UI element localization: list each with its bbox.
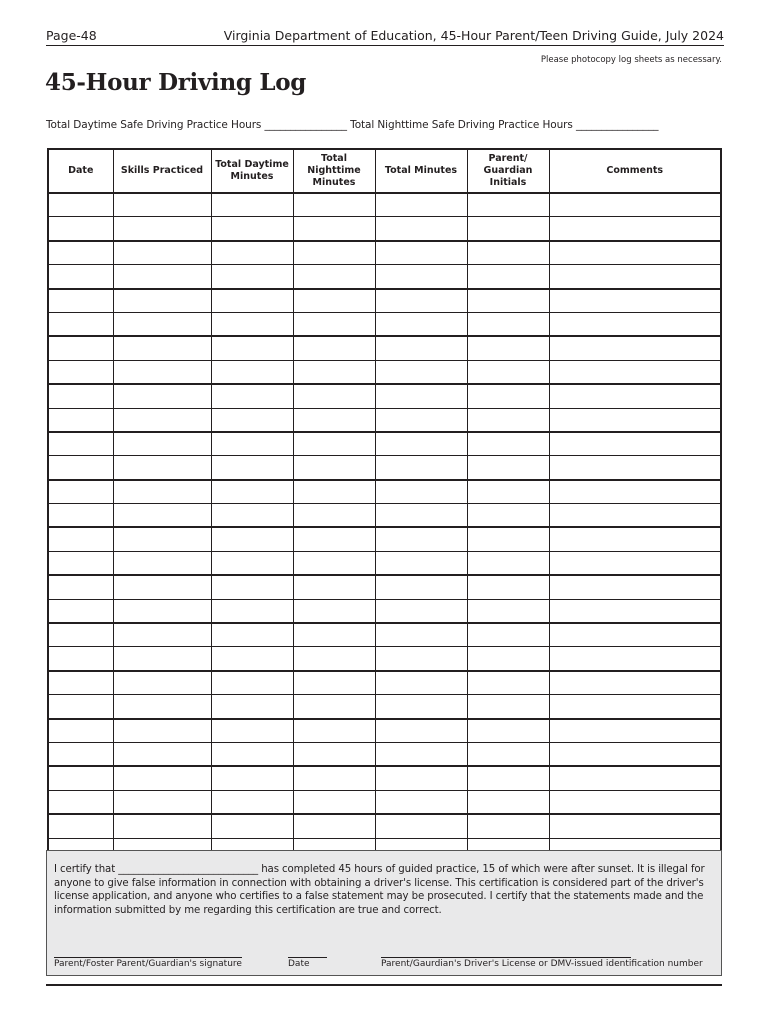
log-cell[interactable]	[211, 217, 293, 241]
log-cell[interactable]	[113, 456, 211, 480]
log-cell[interactable]	[48, 790, 113, 814]
log-cell[interactable]	[48, 671, 113, 695]
log-cell[interactable]	[549, 766, 721, 790]
log-cell[interactable]	[375, 193, 467, 217]
log-cell[interactable]	[549, 193, 721, 217]
log-cell[interactable]	[48, 647, 113, 671]
col-header-skills: Skills Practiced	[113, 149, 211, 193]
log-cell[interactable]	[549, 647, 721, 671]
log-cell[interactable]	[211, 408, 293, 432]
col-header-nighttime-minutes: Total Nighttime Minutes	[293, 149, 375, 193]
log-cell[interactable]	[211, 360, 293, 384]
col-header-date: Date	[48, 149, 113, 193]
log-cell[interactable]	[467, 695, 549, 719]
table-row	[48, 432, 721, 456]
log-cell[interactable]	[48, 504, 113, 528]
log-cell[interactable]	[211, 671, 293, 695]
log-cell[interactable]	[211, 504, 293, 528]
table-row	[48, 241, 721, 265]
log-cell[interactable]	[293, 408, 375, 432]
table-header-row	[48, 149, 721, 193]
log-cell[interactable]	[48, 599, 113, 623]
log-cell[interactable]	[467, 360, 549, 384]
log-cell[interactable]	[211, 766, 293, 790]
log-cell[interactable]	[375, 623, 467, 647]
table-row	[48, 289, 721, 313]
signature-line[interactable]	[54, 957, 242, 958]
log-cell[interactable]	[467, 527, 549, 551]
log-cell[interactable]	[375, 527, 467, 551]
log-cell[interactable]	[293, 360, 375, 384]
log-cell[interactable]	[211, 336, 293, 360]
table-row	[48, 336, 721, 360]
log-cell[interactable]	[549, 456, 721, 480]
log-cell[interactable]	[549, 790, 721, 814]
log-cell[interactable]	[293, 504, 375, 528]
log-cell[interactable]	[113, 432, 211, 456]
table-body	[48, 193, 721, 862]
log-cell[interactable]	[467, 312, 549, 336]
log-cell[interactable]	[549, 408, 721, 432]
log-cell[interactable]	[375, 432, 467, 456]
log-cell[interactable]	[48, 742, 113, 766]
log-cell[interactable]	[293, 265, 375, 289]
log-cell[interactable]	[467, 742, 549, 766]
table-row	[48, 193, 721, 217]
footer-rule	[46, 984, 722, 986]
table-row	[48, 599, 721, 623]
log-cell[interactable]	[549, 623, 721, 647]
log-cell[interactable]	[375, 599, 467, 623]
log-cell[interactable]	[293, 241, 375, 265]
log-cell[interactable]	[293, 336, 375, 360]
log-cell[interactable]	[48, 360, 113, 384]
log-cell[interactable]	[293, 456, 375, 480]
log-cell[interactable]	[113, 790, 211, 814]
log-cell[interactable]	[549, 241, 721, 265]
log-cell[interactable]	[549, 719, 721, 743]
log-cell[interactable]	[549, 551, 721, 575]
log-cell[interactable]	[375, 265, 467, 289]
log-cell[interactable]	[113, 742, 211, 766]
log-cell[interactable]	[211, 623, 293, 647]
log-cell[interactable]	[375, 241, 467, 265]
log-cell[interactable]	[293, 623, 375, 647]
log-cell[interactable]	[211, 575, 293, 599]
log-cell[interactable]	[211, 647, 293, 671]
table-row	[48, 480, 721, 504]
log-cell[interactable]	[375, 456, 467, 480]
log-cell[interactable]	[375, 336, 467, 360]
table-row	[48, 695, 721, 719]
table-row	[48, 384, 721, 408]
log-cell[interactable]	[375, 719, 467, 743]
log-cell[interactable]	[549, 814, 721, 838]
log-cell[interactable]	[293, 575, 375, 599]
certification-box	[46, 850, 722, 976]
log-cell[interactable]	[48, 336, 113, 360]
log-cell[interactable]	[375, 814, 467, 838]
photocopy-note: Please photocopy log sheets as necessary.	[540, 55, 722, 65]
log-cell[interactable]	[549, 575, 721, 599]
log-cell[interactable]	[467, 289, 549, 313]
log-cell[interactable]	[467, 456, 549, 480]
log-cell[interactable]	[48, 217, 113, 241]
log-cell[interactable]	[211, 742, 293, 766]
log-cell[interactable]	[467, 575, 549, 599]
log-cell[interactable]	[375, 766, 467, 790]
log-cell[interactable]	[211, 480, 293, 504]
log-cell[interactable]	[48, 575, 113, 599]
table-row	[48, 742, 721, 766]
signature-label: Parent/Foster Parent/Guardian's signature	[54, 959, 242, 969]
col-header-comments: Comments	[549, 149, 721, 193]
log-cell[interactable]	[375, 695, 467, 719]
log-cell[interactable]	[375, 504, 467, 528]
log-cell[interactable]	[48, 695, 113, 719]
log-cell[interactable]	[211, 551, 293, 575]
log-cell[interactable]	[467, 814, 549, 838]
log-cell[interactable]	[293, 480, 375, 504]
log-cell[interactable]	[467, 408, 549, 432]
log-cell[interactable]	[113, 719, 211, 743]
log-cell[interactable]	[211, 790, 293, 814]
log-cell[interactable]	[48, 241, 113, 265]
log-cell[interactable]	[113, 312, 211, 336]
table-row	[48, 408, 721, 432]
log-cell[interactable]	[375, 360, 467, 384]
log-cell[interactable]	[293, 527, 375, 551]
log-cell[interactable]	[549, 671, 721, 695]
log-cell[interactable]	[211, 432, 293, 456]
table-row	[48, 671, 721, 695]
log-cell[interactable]	[48, 265, 113, 289]
log-cell[interactable]	[549, 504, 721, 528]
table-row	[48, 504, 721, 528]
log-cell[interactable]	[48, 719, 113, 743]
log-cell[interactable]	[375, 312, 467, 336]
log-cell[interactable]	[375, 575, 467, 599]
log-cell[interactable]	[48, 623, 113, 647]
log-cell[interactable]	[113, 384, 211, 408]
log-cell[interactable]	[467, 599, 549, 623]
table-row	[48, 527, 721, 551]
table-row	[48, 312, 721, 336]
log-cell[interactable]	[375, 217, 467, 241]
log-cell[interactable]	[549, 527, 721, 551]
log-cell[interactable]	[113, 504, 211, 528]
log-cell[interactable]	[375, 551, 467, 575]
log-cell[interactable]	[293, 599, 375, 623]
log-cell[interactable]	[375, 671, 467, 695]
log-cell[interactable]	[375, 480, 467, 504]
page-header	[46, 27, 724, 46]
log-cell[interactable]	[467, 217, 549, 241]
log-cell[interactable]	[467, 790, 549, 814]
certification-text: I certify that ____________________________ has completed 45 hours of guided practice, 15 of which were after sunset. It is illegal for anyone to give false information in connection with obtaining a driver's license. This certification is considered part of the driver's license application, and anyone who certifies to a false statement may be prosecuted. I certify that the statements made and the information submitted by me regarding this certification are true and correct.	[54, 864, 705, 916]
log-cell[interactable]	[48, 527, 113, 551]
col-header-daytime-minutes: Total Daytime Minutes	[211, 149, 293, 193]
log-cell[interactable]	[293, 719, 375, 743]
log-cell[interactable]	[48, 766, 113, 790]
log-cell[interactable]	[467, 384, 549, 408]
table-row	[48, 456, 721, 480]
log-cell[interactable]	[113, 623, 211, 647]
log-cell[interactable]	[48, 289, 113, 313]
date-label: Date	[288, 959, 310, 969]
log-cell[interactable]	[113, 480, 211, 504]
log-cell[interactable]	[113, 360, 211, 384]
log-cell[interactable]	[113, 408, 211, 432]
log-cell[interactable]	[211, 312, 293, 336]
log-cell[interactable]	[549, 360, 721, 384]
log-cell[interactable]	[48, 456, 113, 480]
log-cell[interactable]	[113, 575, 211, 599]
log-cell[interactable]	[48, 408, 113, 432]
log-cell[interactable]	[467, 241, 549, 265]
table-row	[48, 551, 721, 575]
log-cell[interactable]	[467, 193, 549, 217]
log-cell[interactable]	[211, 599, 293, 623]
log-cell[interactable]	[113, 217, 211, 241]
page-number: Page-48	[46, 28, 97, 43]
log-cell[interactable]	[48, 551, 113, 575]
log-cell[interactable]	[211, 193, 293, 217]
log-cell[interactable]	[293, 814, 375, 838]
table-row	[48, 766, 721, 790]
log-cell[interactable]	[549, 217, 721, 241]
log-cell[interactable]	[211, 695, 293, 719]
log-cell[interactable]	[211, 289, 293, 313]
log-cell[interactable]	[375, 742, 467, 766]
col-header-initials: Parent/ Guardian Initials	[467, 149, 549, 193]
log-cell[interactable]	[375, 790, 467, 814]
log-cell[interactable]	[113, 289, 211, 313]
log-cell[interactable]	[467, 480, 549, 504]
log-cell[interactable]	[467, 504, 549, 528]
table-row	[48, 790, 721, 814]
log-cell[interactable]	[48, 814, 113, 838]
log-cell[interactable]	[48, 384, 113, 408]
log-cell[interactable]	[293, 312, 375, 336]
log-cell[interactable]	[467, 671, 549, 695]
page-title: 45-Hour Driving Log	[45, 69, 307, 96]
table-row	[48, 575, 721, 599]
log-cell[interactable]	[211, 456, 293, 480]
guide-title: Virginia Department of Education, 45-Hour Parent/Teen Driving Guide, July 2024	[223, 28, 724, 43]
log-cell[interactable]	[211, 814, 293, 838]
log-cell[interactable]	[48, 480, 113, 504]
log-cell[interactable]	[211, 265, 293, 289]
log-cell[interactable]	[549, 432, 721, 456]
log-cell[interactable]	[549, 312, 721, 336]
license-number-line[interactable]	[381, 957, 631, 958]
log-cell[interactable]	[113, 241, 211, 265]
log-cell[interactable]	[549, 384, 721, 408]
log-cell[interactable]	[375, 384, 467, 408]
table-row	[48, 265, 721, 289]
table-row	[48, 814, 721, 838]
log-cell[interactable]	[293, 384, 375, 408]
log-cell[interactable]	[467, 336, 549, 360]
log-cell[interactable]	[113, 527, 211, 551]
log-cell[interactable]	[293, 193, 375, 217]
col-header-total-minutes: Total Minutes	[375, 149, 467, 193]
log-cell[interactable]	[467, 719, 549, 743]
log-cell[interactable]	[467, 647, 549, 671]
license-number-label: Parent/Gaurdian's Driver's License or DMV-issued identification number	[381, 959, 703, 969]
log-cell[interactable]	[549, 480, 721, 504]
log-cell[interactable]	[549, 695, 721, 719]
driving-log-table	[47, 148, 722, 863]
table-row	[48, 647, 721, 671]
log-cell[interactable]	[467, 623, 549, 647]
log-cell[interactable]	[549, 265, 721, 289]
log-cell[interactable]	[113, 647, 211, 671]
table-row	[48, 360, 721, 384]
table-row	[48, 217, 721, 241]
log-cell[interactable]	[549, 742, 721, 766]
log-cell[interactable]	[113, 193, 211, 217]
totals-line: Total Daytime Safe Driving Practice Hours ________________ Total Nighttime Safe Driving Practice Hours ________________	[46, 119, 659, 131]
log-cell[interactable]	[293, 671, 375, 695]
log-cell[interactable]	[293, 695, 375, 719]
log-cell[interactable]	[293, 551, 375, 575]
log-cell[interactable]	[549, 336, 721, 360]
log-cell[interactable]	[293, 289, 375, 313]
log-cell[interactable]	[48, 432, 113, 456]
log-cell[interactable]	[113, 265, 211, 289]
log-cell[interactable]	[48, 312, 113, 336]
log-cell[interactable]	[467, 766, 549, 790]
log-cell[interactable]	[375, 408, 467, 432]
log-cell[interactable]	[113, 599, 211, 623]
log-cell[interactable]	[293, 766, 375, 790]
log-cell[interactable]	[293, 217, 375, 241]
log-cell[interactable]	[211, 241, 293, 265]
log-cell[interactable]	[467, 551, 549, 575]
table-row	[48, 719, 721, 743]
log-cell[interactable]	[293, 790, 375, 814]
log-cell[interactable]	[113, 766, 211, 790]
log-cell[interactable]	[113, 695, 211, 719]
log-cell[interactable]	[375, 289, 467, 313]
date-line[interactable]	[288, 957, 327, 958]
log-cell[interactable]	[375, 647, 467, 671]
log-cell[interactable]	[549, 599, 721, 623]
log-cell[interactable]	[549, 289, 721, 313]
table-row	[48, 623, 721, 647]
log-cell[interactable]	[211, 719, 293, 743]
log-cell[interactable]	[293, 742, 375, 766]
log-cell[interactable]	[211, 384, 293, 408]
log-cell[interactable]	[113, 551, 211, 575]
log-cell[interactable]	[113, 336, 211, 360]
log-cell[interactable]	[113, 671, 211, 695]
log-cell[interactable]	[467, 432, 549, 456]
log-cell[interactable]	[48, 193, 113, 217]
log-cell[interactable]	[467, 265, 549, 289]
log-cell[interactable]	[293, 432, 375, 456]
log-cell[interactable]	[113, 814, 211, 838]
log-cell[interactable]	[211, 527, 293, 551]
log-cell[interactable]	[293, 647, 375, 671]
